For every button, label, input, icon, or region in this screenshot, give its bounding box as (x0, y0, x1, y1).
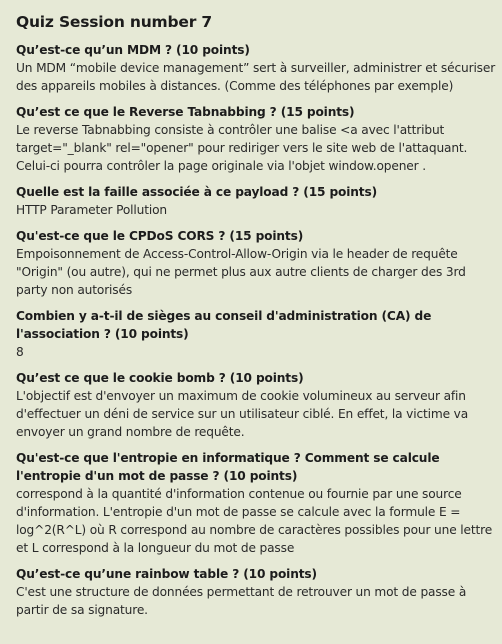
question-text: Qu’est ce que le cookie bomb ? (10 points) (16, 371, 304, 385)
qa-item-ca-seats (16, 307, 498, 361)
qa-item-payload (16, 183, 498, 219)
answer-text: Empoisonnement de Access-Control-Allow-Origin via le header de requête "Origin" (ou autre), qui ne permet plus aux autre clients de charger des 3rd party non autorisés (16, 247, 466, 297)
qa-item-rainbow-table (16, 565, 498, 619)
question-text: Qu'est-ce que le CPDoS CORS ? (15 points) (16, 229, 304, 243)
answer-text: 8 (16, 345, 24, 359)
answer-text: correspond à la quantité d'information contenue ou fournie par une source d'information. L'entropie d'un mot de passe se calcule avec la formule E = log^2(R^L) où R correspond au nombre de caractères possibles pour une lettre et L correspond à la longueur du mot de passe (16, 487, 493, 555)
question-text: Combien y a-t-il de sièges au conseil d'administration (CA) de l'association ? (10 points) (16, 309, 432, 341)
qa-item-mdm (16, 41, 498, 95)
answer-text: HTTP Parameter Pollution (16, 203, 167, 217)
question-text: Qu’est ce que le Reverse Tabnabbing ? (15 points) (16, 105, 355, 119)
qa-item-reverse-tabnabbing (16, 103, 498, 175)
question-text: Qu’est-ce qu’une rainbow table ? (10 points) (16, 567, 317, 581)
qa-item-entropy (16, 449, 498, 557)
answer-text: Un MDM “mobile device management” sert à surveiller, administrer et sécuriser des appareils mobiles à distances. (Comme des téléphones par exemple) (16, 61, 496, 93)
page-title: Quiz Session number 7 (16, 13, 212, 31)
answer-text: L'objectif est d'envoyer un maximum de cookie volumineux au serveur afin d'effectuer un déni de service sur un utilisateur ciblé. En effet, la victime va envoyer un grand nombre de requête. (16, 389, 469, 439)
question-text: Qu'est-ce que l'entropie en informatique ? Comment se calcule l'entropie d'un mot de passe ? (10 points) (16, 451, 440, 483)
answer-text: Le reverse Tabnabbing consiste à contrôler une balise <a avec l'attribut target="_blank" rel="opener" pour rediriger vers le site web de l'attaquant. Celui-ci pourra contrôler la page originale via l'objet window.opener . (16, 123, 468, 173)
qa-item-cpdos-cors (16, 227, 498, 299)
qa-item-cookie-bomb (16, 369, 498, 441)
question-text: Qu’est-ce qu’un MDM ? (10 points) (16, 43, 250, 57)
question-text: Quelle est la faille associée à ce payload ? (15 points) (16, 185, 377, 199)
answer-text: C'est une structure de données permettant de retrouver un mot de passe à partir de sa signature. (16, 585, 467, 617)
